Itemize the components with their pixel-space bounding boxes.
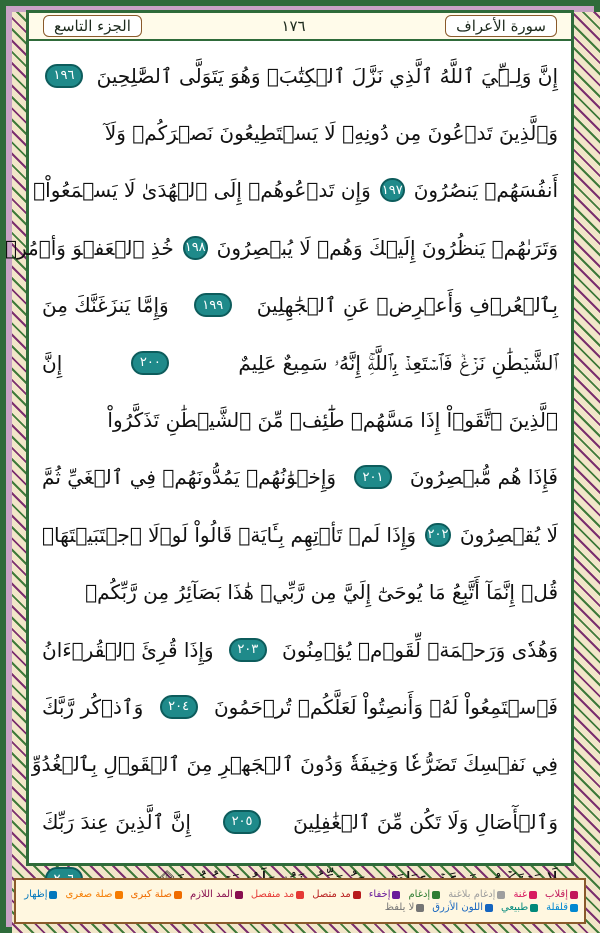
verse-line [39,793,561,850]
verse-text-continuation: وَإِمَّا يَنزَغَنَّكَ مِنَ [42,293,169,318]
ayah-number-marker: ٢٠٥ [223,810,261,834]
verse-text: فَإِذَا هُم مُّبۡصِرُونَ [409,465,558,490]
legend-swatch [570,904,578,912]
verse-text-continuation: إِنَّ ٱلَّذِينَ عِندَ رَبِّكَ [42,809,191,834]
legend-item [312,889,360,900]
verse-line [4,219,561,276]
ayah-number-marker: ١٩٨ [183,236,208,260]
legend-swatch [485,904,493,912]
legend-swatch [392,891,400,899]
legend-swatch [115,891,123,899]
verse-text: بِٱلۡعُرۡفِ وَأَعۡرِضۡ عَنِ ٱلۡجَٰهِلِينَ [256,293,558,318]
verse-line [39,277,561,334]
verse-line [39,621,561,678]
verse-text: قُلۡ إِنَّمَآ أَتَّبِعُ مَا يُوحَىٰٓ إِلَيَّ مِن رَّبِّيۚ هَٰذَا بَصَآئِرُ مِن رَّبِّكُمۡ [85,580,558,605]
legend-label: إظهار [24,889,48,900]
verse-line [31,736,561,793]
verse-text: فِي نَفۡسِكَ تَضَرُّعٗا وَخِيفَةٗ وَدُونَ ٱلۡجَهۡرِ مِنَ ٱلۡقَوۡلِ بِٱلۡغُدُوِّ [31,752,558,777]
verse-text-continuation: وَإِذَا قُرِئَ ٱلۡقُرۡءَانُ [42,637,214,662]
legend-swatch [174,891,182,899]
verse-text-continuation: إِنَّ [42,350,63,375]
legend-item [448,889,505,900]
verse-text-continuation: وَٱذۡكُر رَّبَّكَ [42,694,144,719]
text-panel [4,10,574,866]
surah-label: سورة الأعراف [445,15,557,37]
verse-text: وَٱلَّذِينَ تَدۡعُونَ مِن دُونِهِۦ لَا يَسۡتَطِيعُونَ نَصۡرَكُمۡ وَلَآ [104,121,558,146]
legend-item [545,889,578,900]
legend-item [251,889,304,900]
legend-label: مد منفصل [250,889,295,900]
legend-label: غنة [513,889,528,900]
legend-item [432,902,493,913]
legend-label: اللون الأزرق [432,902,484,913]
legend-item [408,889,440,900]
legend-label: إخفاء [368,889,391,900]
legend-swatch [296,891,304,899]
verse-line [39,564,561,621]
legend-label: لا يلفظ [384,902,415,913]
verse-text-continuation: وَإِن تَدۡعُوهُمۡ إِلَى ٱلۡهُدَىٰ لَا يَسۡمَعُواْۖ [33,178,371,203]
page-number: ١٧٦ [281,17,306,35]
verse-line [33,162,561,219]
verse-text: أَنفُسَهُمۡ يَنصُرُونَ [413,178,558,203]
legend-label: إقلاب [545,889,568,900]
legend-label: صلة كبرى [130,889,172,900]
verse-text: إِنَّ وَلِـِّۧيَ ٱللَّهُ ٱلَّذِي نَزَّلَ ٱلۡكِتَٰبَۖ وَهُوَ يَتَوَلَّى ٱلصَّٰلِحِينَ [96,63,558,88]
juz-label: الجزء التاسع [43,15,142,37]
legend-swatch [235,891,243,899]
tajweed-legend [14,878,586,924]
verse-text-continuation: وَإِخۡوَٰنُهُمۡ يَمُدُّونَهُمۡ فِي ٱلۡغَيِّ ثُمَّ [42,465,337,490]
verse-line [39,391,561,448]
legend-swatch [49,891,57,899]
legend-item [190,889,243,900]
verse-text: وَهُدٗى وَرَحۡمَةٞ لِّقَوۡمٖ يُؤۡمِنُونَ [282,637,558,662]
legend-swatch [529,891,537,899]
legend-label: إدغام بلاغنة [448,889,496,900]
legend-swatch [570,891,578,899]
legend-label: طبيعي [501,902,529,913]
legend-label: مد متصل [312,889,351,900]
legend-item [65,889,122,900]
legend-label: المد اللازم [189,889,233,900]
legend-item [513,889,537,900]
legend-item [369,889,401,900]
ayah-number-marker: ٢٠٤ [160,695,198,719]
verse-text: لَا يُقۡصِرُونَ [459,522,558,547]
page-header [29,13,571,41]
legend-label: صلة صغرى [65,889,113,900]
verse-text: وَٱلۡأٓصَالِ وَلَا تَكُن مِّنَ ٱلۡغَٰفِلِينَ [293,809,558,834]
legend-label: قلقلة [546,902,568,913]
ayah-number-marker: ٢٠٢ [425,523,451,547]
legend-swatch [432,891,440,899]
verse-line [39,678,561,735]
legend-item [131,889,182,900]
ayah-number-marker: ١٩٧ [380,178,405,202]
ayah-number-marker: ٢٠١ [354,465,392,489]
legend-swatch [497,891,505,899]
ayah-number-marker: ٢٠٣ [229,638,267,662]
legend-swatch [530,904,538,912]
legend-swatch [416,904,424,912]
verse-line [39,334,561,391]
legend-label: إدغام [408,889,431,900]
verse-line [39,506,561,563]
verse-text: فَٱسۡتَمِعُواْ لَهُۥ وَأَنصِتُواْ لَعَلَّكُمۡ تُرۡحَمُونَ [213,694,558,719]
ayah-number-marker: ١٩٩ [194,293,232,317]
ayah-number-marker: ٢٠٠ [131,351,169,375]
verse-text: ٱلشَّيۡطَٰنِ نَزۡغٞ فَٱسۡتَعِذۡ بِٱللَّهِۚ إِنَّهُۥ سَمِيعٌ عَلِيمٌ [238,350,558,375]
verse-text: وَتَرَىٰهُمۡ يَنظُرُونَ إِلَيۡكَ وَهُمۡ لَا يُبۡصِرُونَ [216,235,558,260]
legend-swatch [353,891,361,899]
ayah-number-marker: ١٩٦ [45,64,83,88]
legend-item [385,902,425,913]
legend-item [546,902,578,913]
verse-text: ٱلَّذِينَ ٱتَّقَوۡاْ إِذَا مَسَّهُمۡ طَٰٓئِفٞ مِّنَ ٱلشَّيۡطَٰنِ تَذَكَّرُواْ [107,408,558,433]
legend-item [24,889,57,900]
verse-line [39,449,561,506]
legend-item [501,902,538,913]
verse-line [39,104,561,161]
verse-text-continuation: وَإِذَا لَمۡ تَأۡتِهِم بِـَٔايَةٖ قَالُواْ لَوۡلَا ٱجۡتَبَيۡتَهَاۚ [42,522,417,547]
verse-line [39,47,561,104]
verse-text-continuation: خُذِ ٱلۡعَفۡوَ وَأۡمُرۡ [4,235,174,260]
